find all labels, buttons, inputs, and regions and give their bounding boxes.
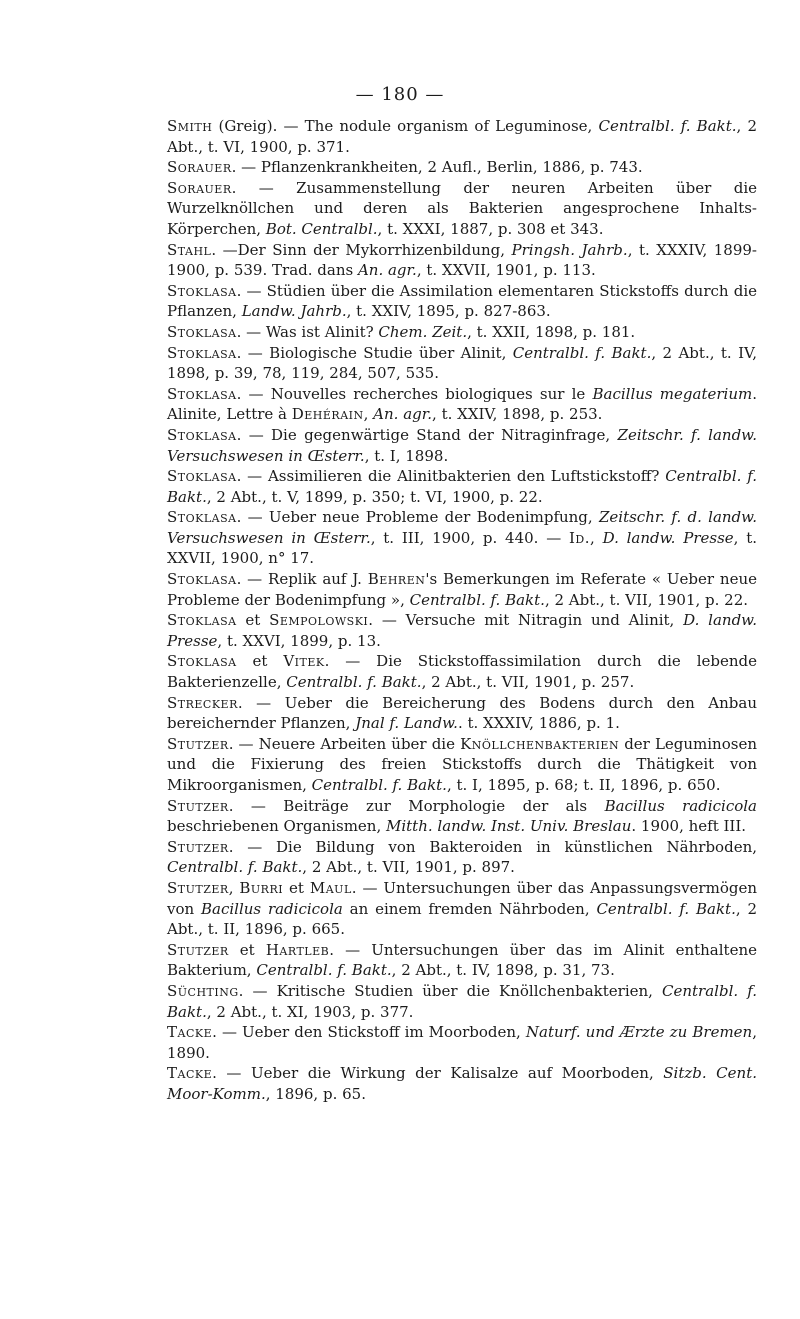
reference-source-title: Jnal f. Landw. <box>355 714 458 733</box>
reference-source-title: Sitzb. Cent. Moor-Komm. <box>167 1064 757 1103</box>
reference-text: , t. XXIV, 1895, p. 827-863. <box>346 302 551 321</box>
reference-text: . t. XXXIV, 1886, p. 1. <box>457 714 620 733</box>
reference-author: Stahl <box>167 240 212 259</box>
reference-source-title: Centralbl. f. Bakt. <box>596 899 736 918</box>
reference-source-title: Centralbl. f. Bakt. <box>311 776 447 794</box>
reference-entry <box>167 507 757 569</box>
reference-text: . 1900, heft III. <box>631 817 747 836</box>
reference-text: . — Pflanzenkrankheiten, 2 Aufl., Berlin, 1886, p. 743. <box>231 158 643 177</box>
reference-text: , t. XXXIV, 1899-1900, p. 539. Trad. dans <box>167 240 757 280</box>
reference-author: Stoklasa <box>167 322 237 341</box>
reference-entry <box>167 384 757 425</box>
reference-text: et <box>236 611 270 630</box>
reference-author: Strecker <box>167 693 238 712</box>
reference-entry <box>167 610 757 651</box>
reference-text: , 2 Abt., t. IV, 1898, p. 31, 73. <box>391 961 615 980</box>
reference-entry <box>167 940 757 981</box>
reference-author: Stoklasa <box>167 384 237 403</box>
reference-entry <box>167 796 757 837</box>
reference-source-title: Bot. Centralbl. <box>265 219 378 238</box>
reference-entry <box>167 466 757 507</box>
reference-text: et <box>236 652 284 671</box>
reference-author: Stoklasa <box>167 508 237 527</box>
reference-coauthor: Behren <box>367 570 426 589</box>
reference-text: . —Der Sinn der Mykorrhizenbildung, <box>211 240 512 259</box>
reference-author: Stoklasa <box>167 570 237 589</box>
reference-text: . — Ueber den Stickstoff im Moorboden, <box>212 1023 526 1042</box>
reference-author: Stoklasa <box>167 611 237 630</box>
reference-author: Süchting <box>167 981 239 1000</box>
reference-author: Stoklasa <box>167 425 237 444</box>
reference-author: Stoklasa <box>167 467 237 486</box>
reference-author: Stoklasa <box>167 343 237 362</box>
reference-text: . — Kritische Studien über die Knöllchenbakterien, <box>238 981 663 1000</box>
reference-coauthor: Hartleb <box>265 940 330 959</box>
reference-text: , t. I, 1895, p. 68; t. II, 1896, p. 650. <box>446 776 721 794</box>
reference-entry <box>167 1022 757 1063</box>
reference-text: . — Ueber die Bereicherung des Bodens durch den Anbau bereichernder Pflanzen, <box>167 693 757 733</box>
reference-coauthor: Vitek <box>283 652 325 671</box>
reference-text: . — Die gegenwärtige Stand der Nitraginfrage, <box>236 425 618 444</box>
reference-entry <box>167 734 757 796</box>
reference-source-title: Zeitschr. f. d. landw. Versuchswesen in Œsterr. <box>167 508 757 547</box>
reference-author: Stutzer <box>167 796 229 815</box>
reference-entry <box>167 178 757 240</box>
reference-source-title: Centralbl. f. Bakt. <box>512 343 652 362</box>
reference-text: , <box>590 528 603 547</box>
reference-author: Stutzer <box>167 940 229 959</box>
reference-text: , 2 Abt., t. VII, 1901, p. 22. <box>544 590 749 609</box>
reference-text: . — Die Stickstoffassimilation durch die lebende Bakterienzelle, <box>167 652 757 692</box>
reference-author: Stutzer <box>167 837 229 856</box>
reference-text: , t. XXIV, 1898, p. 253. <box>432 405 603 424</box>
reference-text: . — Ueber die Wirkung der Kalisalze auf Moorboden, <box>212 1064 664 1083</box>
reference-text: . — Zusammenstellung der neuren Arbeiten über die Wurzelknöllchen und deren als Bakterien angesprochene Inhalts-Körperchen, <box>167 178 757 238</box>
reference-text: . — Untersuchungen über das im Alinit enthaltene Bakterium, <box>167 940 757 980</box>
reference-text: , t. XXXI, 1887, p. 308 et 343. <box>377 219 604 238</box>
reference-author: Stoklasa <box>167 652 237 671</box>
reference-entry <box>167 693 757 734</box>
reference-text: , t. XXVI, 1899, p. 13. <box>217 631 381 650</box>
reference-entry <box>167 116 757 157</box>
reference-source-title: Naturf. und Ærzte zu Bremen <box>525 1023 753 1042</box>
reference-text: , 2 Abt., t. VII, 1901, p. 897. <box>302 858 515 877</box>
reference-coauthor: Id. <box>569 528 591 547</box>
reference-author: Tacke <box>167 1023 213 1042</box>
reference-source-title: Pringsh. Jahrb. <box>511 240 628 259</box>
reference-text: , 2 Abt., t. V, 1899, p. 350; t. VI, 1900, p. 22. <box>206 487 543 506</box>
reference-text: beschriebenen Organismen, <box>167 817 386 836</box>
reference-source-title: Centralbl. f. Bakt. <box>598 117 737 135</box>
reference-text: et <box>228 940 266 959</box>
reference-entry <box>167 981 757 1022</box>
reference-text: , t. III, 1900, p. 440. — <box>370 528 569 547</box>
reference-text: , t. XXII, 1898, p. 181. <box>467 322 636 341</box>
reference-text: . — Neuere Arbeiten über die <box>228 734 461 753</box>
reference-text: , 2 Abt., t. IV, 1898, p. 39, 78, 119, 284, 507, 535. <box>167 343 757 383</box>
reference-text: an einem fremden Nährboden, <box>342 899 597 918</box>
reference-text: . — Ueber neue Probleme der Bodenimpfung, <box>236 508 599 527</box>
reference-source-title: Centralbl. f. Bakt. <box>167 467 757 506</box>
reference-author: Stoklasa <box>167 281 237 300</box>
reference-source-title: Chem. Zeit. <box>378 322 468 341</box>
reference-source-title: Centralbl. f. Bakt. <box>256 961 392 980</box>
reference-coauthor: Maul <box>309 878 352 897</box>
reference-text: , 2 Abt., t. XI, 1903, p. 377. <box>206 1002 414 1021</box>
reference-entry <box>167 157 757 178</box>
reference-entry <box>167 425 757 466</box>
reference-coauthor: Sempolowski <box>269 611 369 630</box>
reference-entry <box>167 569 757 610</box>
reference-source-title: Landw. Jahrb. <box>241 302 347 321</box>
reference-text: , 1890. <box>167 1023 757 1062</box>
reference-text: . — Die Bildung von Bakteroiden in künstlichen Nährboden, <box>228 837 757 856</box>
reference-text: , t. I, 1898. <box>364 446 449 465</box>
reference-text: der Leguminosen und die Fixierung des freien Stickstoffs durch die Thätigkeit von Mikroorganismen, <box>167 734 757 794</box>
reference-source-title: Bacillus radicicola <box>201 899 343 918</box>
page-number: — 180 — <box>355 84 445 105</box>
reference-text: , <box>363 405 374 424</box>
reference-source-title: Centralbl. f. Bakt. <box>286 673 422 692</box>
reference-source-title: Bacillus radicicola <box>604 796 757 815</box>
reference-author: Stutzer <box>167 734 229 753</box>
reference-text: . Alinite, Lettre à <box>167 384 757 424</box>
reference-text: . — Replik auf J. <box>236 570 368 589</box>
reference-source-title: D. landw. Presse <box>602 528 734 547</box>
reference-entry <box>167 343 757 384</box>
reference-entry <box>167 281 757 322</box>
reference-author: Sorauer <box>167 178 232 197</box>
reference-entry <box>167 878 757 940</box>
reference-coauthor: Knöllchenbakterien <box>460 734 620 753</box>
reference-source-title: Bacillus megaterium <box>592 384 753 403</box>
reference-entry <box>167 651 757 692</box>
reference-text: , <box>228 878 240 897</box>
reference-text: , 2 Abt., t. VII, 1901, p. 257. <box>421 673 635 692</box>
reference-entry <box>167 322 757 343</box>
reference-text: . — Nouvelles recherches biologiques sur le <box>236 384 593 403</box>
reference-text: . — Versuche mit Nitragin und Alinit, <box>368 611 684 630</box>
reference-text: , 1896, p. 65. <box>265 1084 366 1103</box>
reference-text: , t. XXVII, 1900, n° 17. <box>167 528 757 568</box>
reference-entry <box>167 1063 757 1104</box>
reference-entry <box>167 837 757 878</box>
reference-entry <box>167 240 757 281</box>
reference-text: , t. XXVII, 1901, p. 113. <box>416 261 596 280</box>
reference-coauthor: Burri <box>239 878 284 897</box>
reference-text: , 2 Abt., t. II, 1896, p. 665. <box>167 899 757 939</box>
reference-text: , 2 Abt., t. VI, 1900, p. 371. <box>167 117 757 156</box>
reference-source-title: An. agr. <box>373 405 433 424</box>
reference-text: . — Was ist Alinit? <box>236 322 379 341</box>
reference-text: (Greig). — The nodule organism of Leguminose, <box>212 117 599 135</box>
reference-author: Smith <box>167 117 213 135</box>
reference-source-title: Mitth. landw. Inst. Univ. Breslau <box>386 817 632 836</box>
reference-author: Tacke <box>167 1064 213 1083</box>
reference-source-title: Centralbl. f. Bakt. <box>167 981 757 1021</box>
reference-source-title: Centralbl. f. Bakt. <box>409 590 545 609</box>
reference-text: . — Biologische Studie über Alinit, <box>236 343 513 362</box>
reference-text: . — Untersuchungen über das Anpassungsvermögen von <box>167 878 757 918</box>
reference-text: 's Bemerkungen im Referate « Ueber neue Probleme der Bodenimpfung », <box>167 570 757 609</box>
reference-text: et <box>283 878 310 897</box>
reference-text: . — Beiträge zur Morphologie der als <box>228 796 605 815</box>
reference-text: . — Assimilieren die Alinitbakterien den Luftstickstoff? <box>236 467 666 486</box>
reference-source-title: An. agr. <box>357 261 417 280</box>
bibliography-list <box>167 116 757 1105</box>
reference-text: . — Stüdien über die Assimilation elementaren Stickstoffs durch die Pflanzen, <box>167 281 757 321</box>
reference-source-title: Centralbl. f. Bakt. <box>167 858 303 877</box>
reference-author: Sorauer <box>167 158 232 177</box>
reference-source-title: D. landw. Presse <box>167 611 757 650</box>
reference-author: Stutzer <box>167 878 229 897</box>
reference-source-title: Zeitschr. f. landw. Versuchswesen in Œsterr. <box>167 425 758 465</box>
reference-coauthor: Dehérain <box>291 405 364 424</box>
